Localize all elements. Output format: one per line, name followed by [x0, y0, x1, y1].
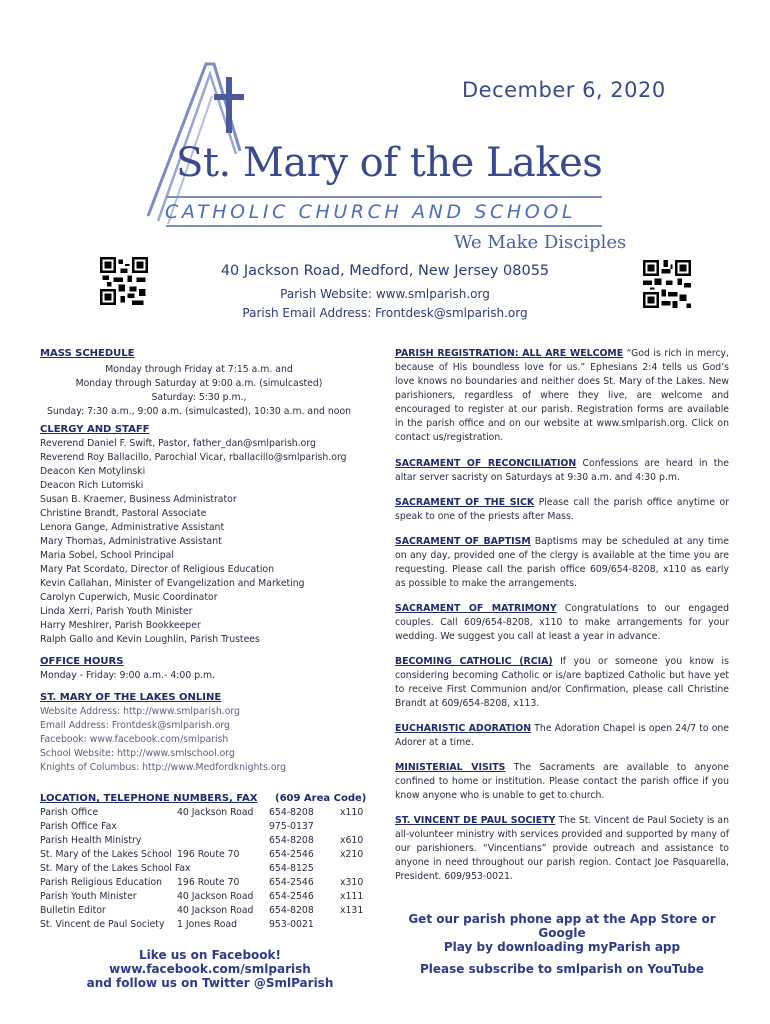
online-item[interactable]: School Website: http://www.smlschool.org	[40, 748, 235, 759]
phone-extension	[340, 820, 370, 834]
baptism-heading: SACRAMENT OF BAPTISM	[395, 536, 531, 547]
phone-name: Bulletin Editor	[40, 905, 106, 916]
office-hours-section	[40, 655, 358, 683]
clergy-item: Christine Brandt, Pastoral Associate	[40, 508, 207, 519]
registration-heading: PARISH REGISTRATION: ALL ARE WELCOME	[395, 348, 624, 359]
clergy-item: Kevin Callahan, Minister of Evangelization and Marketing	[40, 578, 305, 589]
sick-heading: SACRAMENT OF THE SICK	[395, 497, 535, 508]
right-column	[395, 347, 729, 884]
phone-number: 654-8208	[269, 807, 314, 818]
church-name: St. Mary of the Lakes	[176, 140, 603, 186]
phone-row	[40, 834, 370, 848]
phone-location: 40 Jackson Road	[177, 905, 254, 916]
svdp-heading: ST. VINCENT DE PAUL SOCIETY	[395, 815, 556, 826]
phone-name: Parish Youth Minister	[40, 891, 137, 902]
office-hours-text: Monday - Friday: 9:00 a.m.- 4:00 p.m.	[40, 670, 216, 681]
phone-location: 196 Route 70	[177, 877, 240, 888]
adoration-heading: EUCHARISTIC ADORATION	[395, 723, 532, 734]
registration-section	[395, 347, 729, 445]
phone-row	[40, 876, 370, 890]
svdp-section	[395, 814, 729, 884]
phone-row	[40, 890, 370, 904]
clergy-section	[40, 423, 358, 647]
mass-schedule-heading: MASS SCHEDULE	[40, 348, 135, 359]
phone-number: 654-2546	[269, 849, 314, 860]
online-item[interactable]: Email Address: Frontdesk@smlparish.org	[40, 720, 230, 731]
app-promo	[395, 912, 729, 954]
clergy-item: Reverend Daniel F. Swift, Pastor, father_dan@smlparish.org	[40, 438, 316, 449]
adoration-text: The Adoration Chapel is open 24/7 to one Adorer at a time.	[395, 723, 729, 748]
registration-text: “God is rich in mercy, because of His boundless love for us.” Ephesians 2:4 tells us God’s love knows no boundaries and neither does St. Mary of the Lakes. New parishioners, regardless of where they live, are welcome and encouraged to register at our parish. Registration forms are available in the parish office and on our website at www.smlparish.org. Click on contact us/registration.	[395, 348, 730, 443]
online-list	[40, 705, 358, 775]
phone-name: St. Mary of the Lakes School	[40, 849, 172, 860]
phone-extension	[340, 918, 370, 932]
visits-text: The Sacraments are available to anyone confined to home or institution. Please contact the parish office if you know anyone who is unable to get to church.	[395, 762, 729, 801]
visits-section	[395, 761, 729, 803]
office-hours-heading: OFFICE HOURS	[40, 656, 124, 667]
phone-location: 196 Route 70	[177, 849, 240, 860]
sick-section	[395, 496, 729, 524]
mass-line: Monday through Friday at 7:15 a.m. and	[105, 364, 293, 375]
phone-number: 654-8208	[269, 905, 314, 916]
phone-location: 40 Jackson Road	[177, 891, 254, 902]
phone-extension: x131	[340, 905, 364, 916]
phone-number: 953-0021	[269, 919, 314, 930]
facebook-promo	[40, 948, 380, 990]
online-heading: ST. MARY OF THE LAKES ONLINE	[40, 692, 222, 703]
clergy-item: Carolyn Cuperwich, Music Coordinator	[40, 592, 218, 603]
phone-heading: LOCATION, TELEPHONE NUMBERS, FAX	[40, 793, 258, 804]
adoration-section	[395, 722, 729, 750]
online-item[interactable]: Facebook: www.facebook.com/smlparish	[40, 734, 229, 745]
baptism-section	[395, 535, 729, 591]
mass-schedule-section	[40, 347, 358, 419]
reconciliation-text: Confessions are heard in the altar server sacristy on Saturdays at 9:30 a.m. and 4:30 p.m.	[395, 458, 729, 483]
phone-extension: x210	[340, 849, 364, 860]
phone-number: 654-2546	[269, 877, 314, 888]
clergy-item: Deacon Ken Motylinski	[40, 466, 146, 477]
clergy-item: Ralph Gallo and Kevin Loughlin, Parish Trustees	[40, 634, 260, 645]
phone-extension	[340, 862, 370, 876]
clergy-heading: CLERGY AND STAFF	[40, 424, 150, 435]
svdp-text: The St. Vincent de Paul Society is an all-volunteer ministry with services provided and supported by many of our parishioners. “Vincentians” provide outreach and assistance to anyone in need throughout our parish region. Contact Joe Pasquarella, President. 609/953-0021.	[395, 815, 729, 882]
area-code-heading: (609 Area Code)	[275, 793, 367, 804]
phone-name: Parish Office	[40, 807, 99, 818]
phone-name: St. Vincent de Paul Society	[40, 919, 165, 930]
phone-extension: x610	[340, 835, 364, 846]
qr-code-left[interactable]	[100, 257, 148, 305]
phone-name: Parish Religious Education	[40, 877, 163, 888]
phone-extension: x111	[340, 891, 364, 902]
phone-number: 654-2546	[269, 891, 314, 902]
online-item[interactable]: Website Address: http://www.smlparish.org	[40, 706, 240, 717]
tagline: We Make Disciples	[454, 232, 627, 253]
phone-number: 975-0137	[269, 821, 314, 832]
youtube-promo[interactable]: Please subscribe to smlparish on YouTube	[419, 962, 705, 976]
phone-row	[40, 848, 370, 862]
qr-code-right[interactable]	[643, 260, 691, 308]
clergy-item: Mary Thomas, Administrative Assistant	[40, 536, 222, 547]
church-subtitle: CATHOLIC CHURCH AND SCHOOL	[165, 201, 577, 223]
clergy-item: Lenora Gange, Administrative Assistant	[40, 522, 225, 533]
phone-number: 654-8208	[269, 835, 314, 846]
clergy-item: Maria Sobel, School Principal	[40, 550, 174, 561]
phone-name: Parish Office Fax	[40, 821, 117, 832]
clergy-item: Reverend Roy Ballacillo, Parochial Vicar, rballacillo@smlparish.org	[40, 452, 347, 463]
reconciliation-section	[395, 457, 729, 485]
cross-icon	[214, 77, 244, 133]
sick-text: Please call the parish office anytime or speak to one of the priests after Mass.	[395, 497, 729, 522]
baptism-text: Baptisms may be scheduled at any time on any day, provided one of the clergy is available at the time you are requesting. Please call the parish office 609/654-8208, x110 as early as possible to make the arrangements.	[395, 536, 729, 589]
arch-underline-2	[166, 225, 602, 227]
parish-website: Parish Website: www.smlparish.org	[280, 287, 490, 301]
phone-extension: x310	[340, 877, 364, 888]
church-address: 40 Jackson Road, Medford, New Jersey 08055	[220, 263, 550, 279]
matrimony-section	[395, 602, 729, 644]
phone-row	[40, 862, 370, 876]
rcia-heading: BECOMING CATHOLIC (RCIA)	[395, 656, 553, 667]
mass-line: Sunday: 7:30 a.m., 9:00 a.m. (simulcasted), 10:30 a.m. and noon	[46, 406, 352, 417]
parish-email: Parish Email Address: Frontdesk@smlparish.org	[242, 306, 528, 320]
rcia-text: If you or someone you know is considering becoming Catholic or is/are baptized Catholic but have yet to receive First Communion and/or Confirmation, please call Christine Brandt at 609/654-8208, x113.	[395, 656, 729, 709]
phone-row	[40, 820, 370, 834]
phone-name: St. Mary of the Lakes School Fax	[40, 863, 191, 874]
phone-location: 1 Jones Road	[177, 919, 238, 930]
visits-heading: MINISTERIAL VISITS	[395, 762, 506, 773]
phone-number: 654-8125	[269, 863, 314, 874]
clergy-item: Susan B. Kraemer, Business Administrator	[40, 494, 237, 505]
mass-line: Saturday: 5:30 p.m.,	[151, 392, 247, 403]
matrimony-text: Congratulations to our engaged couples. Call 609/654-8208, x110 to make arrangements for your wedding. We suggest you call at least a year in advance.	[395, 603, 729, 642]
phone-table	[40, 806, 370, 932]
clergy-list	[40, 437, 358, 647]
rcia-section	[395, 655, 729, 711]
mass-line: Monday through Saturday at 9:00 a.m. (simulcasted)	[75, 378, 323, 389]
bulletin-date: December 6, 2020	[462, 78, 666, 102]
phone-row	[40, 806, 370, 820]
online-item[interactable]: Knights of Columbus: http://www.Medfordknights.org	[40, 762, 287, 773]
clergy-item: Deacon Rich Lutomski	[40, 480, 144, 491]
twitter-line[interactable]: and follow us on Twitter @SmlParish	[86, 976, 334, 990]
phone-row	[40, 904, 370, 918]
phone-location: 40 Jackson Road	[177, 807, 254, 818]
matrimony-heading: SACRAMENT OF MATRIMONY	[395, 603, 557, 614]
app-line[interactable]: Play by downloading myParish app	[443, 940, 681, 954]
phone-extension: x110	[340, 807, 364, 818]
facebook-line[interactable]: Like us on Facebook! www.facebook.com/smlparish	[109, 948, 311, 976]
clergy-item: Linda Xerri, Parish Youth Minister	[40, 606, 193, 617]
online-section	[40, 691, 358, 775]
clergy-item: Mary Pat Scordato, Director of Religious Education	[40, 564, 274, 575]
app-line[interactable]: Get our parish phone app at the App Store or Google	[408, 912, 716, 940]
phone-row	[40, 918, 370, 932]
phone-section	[40, 792, 370, 932]
arch-underline	[166, 196, 602, 198]
phone-name: Parish Health Ministry	[40, 835, 142, 846]
clergy-item: Harry Meshirer, Parish Bookkeeper	[40, 620, 201, 631]
reconciliation-heading: SACRAMENT OF RECONCILIATION	[395, 458, 577, 469]
